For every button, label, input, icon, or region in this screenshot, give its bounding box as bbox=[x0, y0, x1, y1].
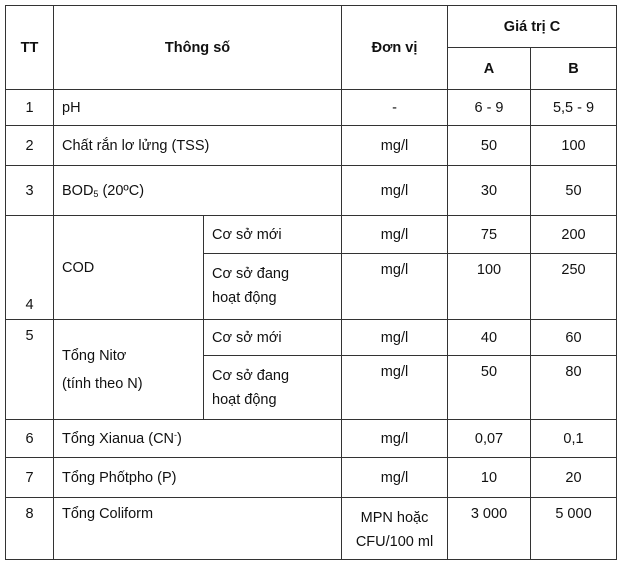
row-value-b: 50 bbox=[531, 166, 617, 216]
row-param bbox=[54, 166, 342, 216]
param-text-suffix: ) bbox=[177, 431, 182, 447]
row-unit: mg/l bbox=[342, 458, 448, 498]
row-tt: 7 bbox=[6, 458, 54, 498]
sub-param-line-2: hoạt động bbox=[212, 392, 277, 408]
unit-line-1: MPN hoặc bbox=[360, 510, 429, 526]
row-param: Tổng Coliform bbox=[54, 498, 342, 560]
row-value-a: 0,07 bbox=[448, 420, 531, 458]
param-line-2: (tính theo N) bbox=[62, 375, 143, 392]
header-col-b: B bbox=[531, 48, 617, 90]
sub-param bbox=[204, 356, 342, 420]
table-row bbox=[6, 498, 617, 560]
param-subscript: 5 bbox=[93, 188, 99, 199]
header-col-a: A bbox=[448, 48, 531, 90]
header-tt: TT bbox=[6, 6, 54, 90]
param-line-1: Tổng Nitơ bbox=[62, 347, 127, 364]
sub-param-line-2: hoạt động bbox=[212, 290, 277, 306]
sub-param: Cơ sở mới bbox=[204, 320, 342, 356]
param-superscript: - bbox=[174, 430, 178, 440]
sub-param-line-1: Cơ sở đang bbox=[212, 368, 290, 384]
standards-table bbox=[5, 5, 617, 560]
row-value-b: 20 bbox=[531, 458, 617, 498]
header-unit: Đơn vị bbox=[342, 6, 448, 90]
row-param: Chất rắn lơ lửng (TSS) bbox=[54, 126, 342, 166]
table-row bbox=[6, 126, 617, 166]
row-value-b: 100 bbox=[531, 126, 617, 166]
param-text: BOD bbox=[62, 182, 94, 199]
row-unit bbox=[342, 498, 448, 560]
row-tt: 4 bbox=[6, 216, 54, 320]
row-value-b: 200 bbox=[531, 216, 617, 254]
row-param: pH bbox=[54, 90, 342, 126]
row-param: COD bbox=[54, 216, 204, 320]
header-value-group: Giá trị C bbox=[448, 6, 617, 48]
row-value-b: 60 bbox=[531, 320, 617, 356]
row-tt: 8 bbox=[6, 498, 54, 560]
table-row bbox=[6, 420, 617, 458]
table-row bbox=[6, 90, 617, 126]
row-value-a: 30 bbox=[448, 166, 531, 216]
row-param bbox=[54, 420, 342, 458]
table-row bbox=[6, 458, 617, 498]
table-row bbox=[6, 320, 617, 356]
header-param: Thông số bbox=[54, 6, 342, 90]
row-value-a: 50 bbox=[448, 126, 531, 166]
header-row bbox=[6, 6, 617, 48]
row-value-a: 40 bbox=[448, 320, 531, 356]
sub-param bbox=[204, 254, 342, 320]
row-tt: 6 bbox=[6, 420, 54, 458]
row-unit: mg/l bbox=[342, 216, 448, 254]
row-value-a: 50 bbox=[448, 356, 531, 420]
row-value-b: 250 bbox=[531, 254, 617, 320]
row-param bbox=[54, 320, 204, 420]
row-tt: 2 bbox=[6, 126, 54, 166]
row-value-a: 10 bbox=[448, 458, 531, 498]
table-row bbox=[6, 166, 617, 216]
unit-line-2: CFU/100 ml bbox=[355, 534, 434, 550]
row-tt: 1 bbox=[6, 90, 54, 126]
row-param: Tổng Phốtpho (P) bbox=[54, 458, 342, 498]
row-value-a: 3 000 bbox=[448, 498, 531, 560]
row-value-b: 5 000 bbox=[531, 498, 617, 560]
row-value-b: 80 bbox=[531, 356, 617, 420]
param-text-suffix: (20ºC) bbox=[98, 182, 145, 199]
row-tt: 5 bbox=[6, 320, 54, 420]
sub-param: Cơ sở mới bbox=[204, 216, 342, 254]
row-value-b: 0,1 bbox=[531, 420, 617, 458]
row-unit: mg/l bbox=[342, 166, 448, 216]
row-value-a: 75 bbox=[448, 216, 531, 254]
row-unit: mg/l bbox=[342, 254, 448, 320]
row-unit: mg/l bbox=[342, 126, 448, 166]
row-tt: 3 bbox=[6, 166, 54, 216]
param-text: Tổng Xianua (CN bbox=[62, 431, 175, 447]
row-value-a: 100 bbox=[448, 254, 531, 320]
row-unit: - bbox=[342, 90, 448, 126]
sub-param-line-1: Cơ sở đang bbox=[212, 266, 290, 282]
row-unit: mg/l bbox=[342, 320, 448, 356]
row-unit: mg/l bbox=[342, 420, 448, 458]
row-value-a: 6 - 9 bbox=[448, 90, 531, 126]
row-unit: mg/l bbox=[342, 356, 448, 420]
table-row bbox=[6, 216, 617, 254]
row-value-b: 5,5 - 9 bbox=[531, 90, 617, 126]
